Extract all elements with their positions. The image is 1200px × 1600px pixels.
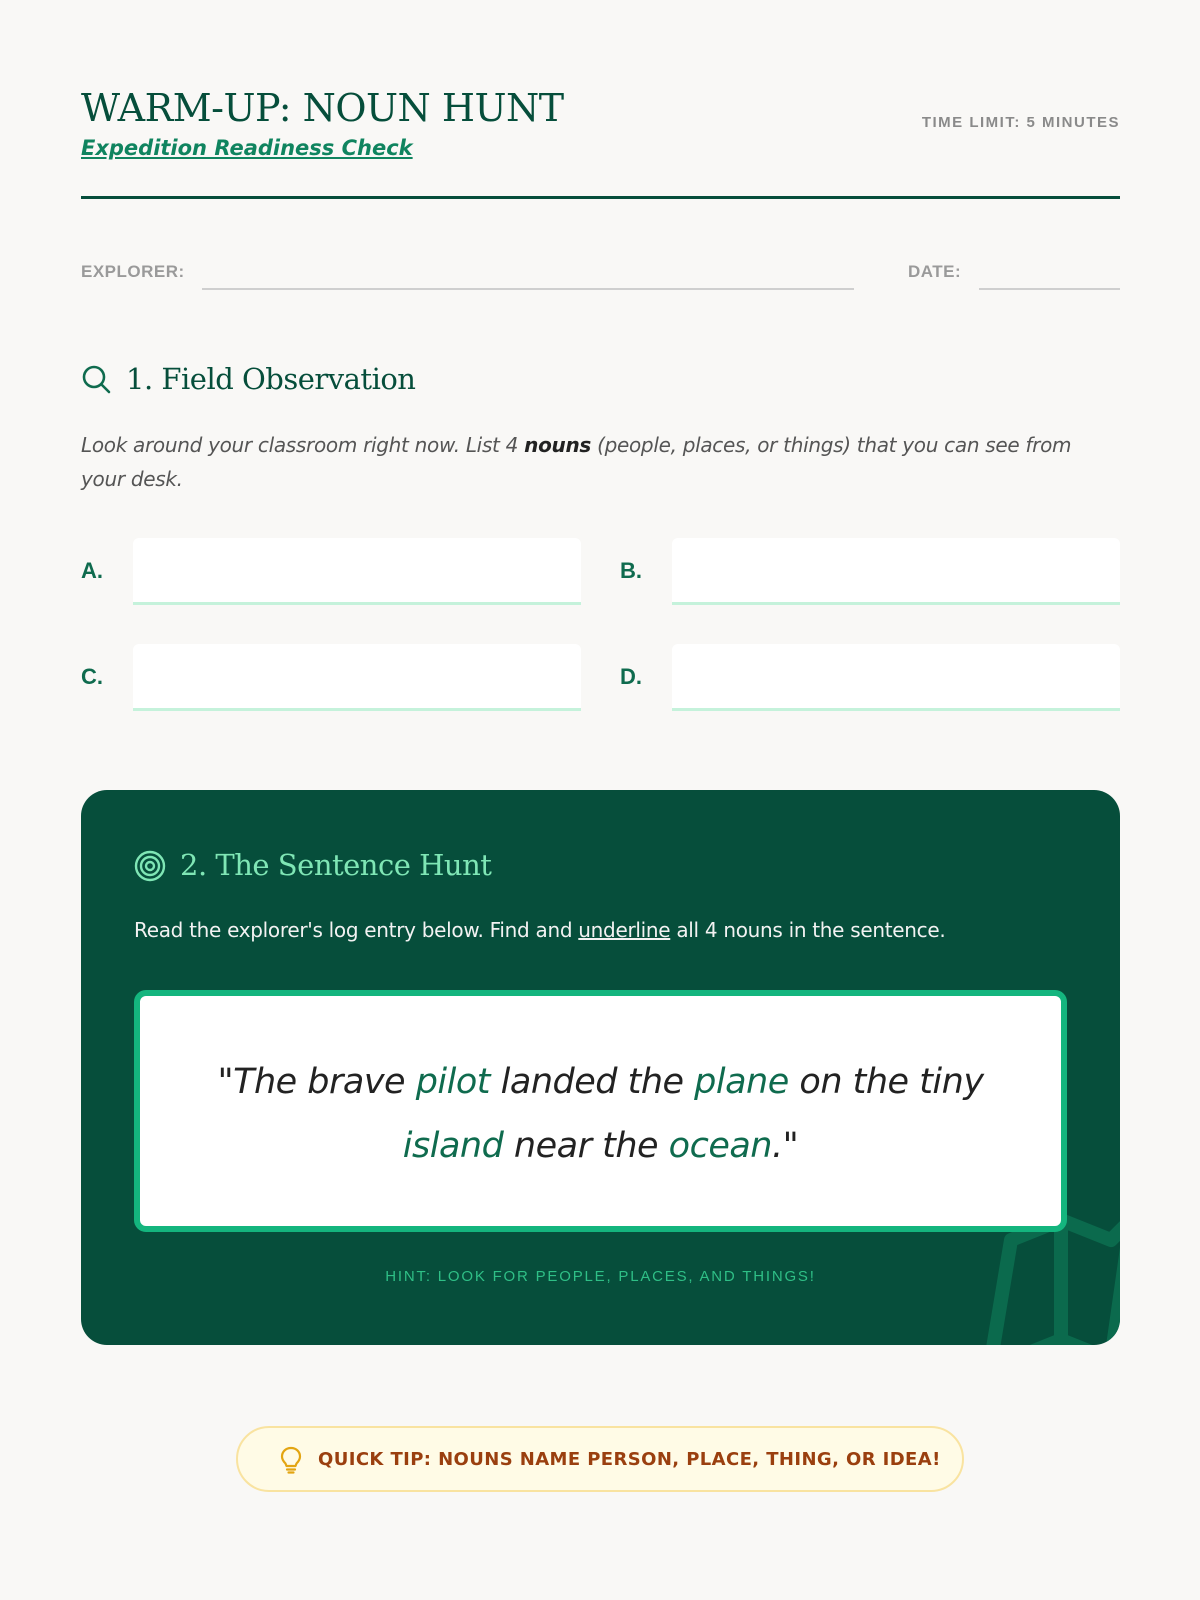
page-subtitle: Expedition Readiness Check (81, 136, 413, 160)
sentence-quote: " (217, 1062, 234, 1102)
quick-tip-text: QUICK TIP: NOUNS NAME PERSON, PLACE, THING, OR IDEA! (318, 1449, 941, 1470)
answer-letter: D. (620, 664, 642, 689)
explorer-name-field[interactable] (202, 288, 854, 290)
answer-b-field[interactable] (672, 538, 1120, 605)
explorer-date-row (81, 256, 1120, 292)
answer-a (81, 538, 569, 604)
answer-letter: C. (81, 664, 103, 689)
answer-a-field[interactable] (133, 538, 581, 605)
section-2-title: 2. The Sentence Hunt (180, 848, 492, 882)
time-limit-label: TIME LIMIT: 5 MINUTES (921, 114, 1120, 131)
explorer-label: EXPLORER: (81, 262, 185, 281)
answer-b (620, 538, 1108, 604)
answer-c-field[interactable] (133, 644, 581, 711)
target-icon (134, 850, 166, 882)
worksheet-page (81, 0, 1120, 1600)
answer-c (81, 644, 569, 710)
section-1-title: 1. Field Observation (126, 362, 416, 396)
log-entry-box (134, 990, 1067, 1232)
noun-ocean[interactable]: ocean (668, 1126, 772, 1166)
instruction-text-end: (people, places, or things) that you can see from your desk. (81, 433, 1072, 491)
sentence-text: landed the (490, 1062, 695, 1102)
noun-plane[interactable]: plane (694, 1062, 789, 1102)
date-field[interactable] (979, 288, 1120, 290)
sentence-text: The brave (233, 1062, 416, 1102)
noun-island[interactable]: island (402, 1126, 504, 1166)
sentence-text: near the (503, 1126, 669, 1166)
instruction-text-end: all 4 nouns in the sentence. (670, 918, 946, 942)
answer-letter: A. (81, 558, 103, 583)
answer-letter: B. (620, 558, 642, 583)
answer-d-field[interactable] (672, 644, 1120, 711)
hint-text: HINT: LOOK FOR PEOPLE, PLACES, AND THINGS! (385, 1268, 816, 1285)
instruction-bold-word: nouns (524, 433, 592, 457)
sentence-text: on the tiny (788, 1062, 984, 1102)
instruction-text: Look around your classroom right now. List 4 (81, 433, 525, 457)
instruction-text: Read the explorer's log entry below. Find and (134, 918, 579, 942)
section-1-instructions (81, 428, 1081, 496)
quick-tip-pill (236, 1426, 964, 1492)
sentence-end: ." (772, 1126, 799, 1166)
noun-pilot[interactable]: pilot (415, 1062, 491, 1102)
log-entry-sentence[interactable] (160, 1050, 1041, 1178)
search-icon (81, 364, 111, 394)
page-title: WARM-UP: NOUN HUNT (81, 86, 564, 130)
lightbulb-icon (278, 1446, 304, 1474)
answer-d (620, 644, 1108, 710)
sentence-hunt-card (81, 790, 1120, 1345)
date-label: DATE: (908, 262, 962, 281)
section-2-instructions (134, 918, 945, 942)
instruction-underlined-word: underline (578, 918, 671, 942)
worksheet-header (81, 84, 1120, 199)
